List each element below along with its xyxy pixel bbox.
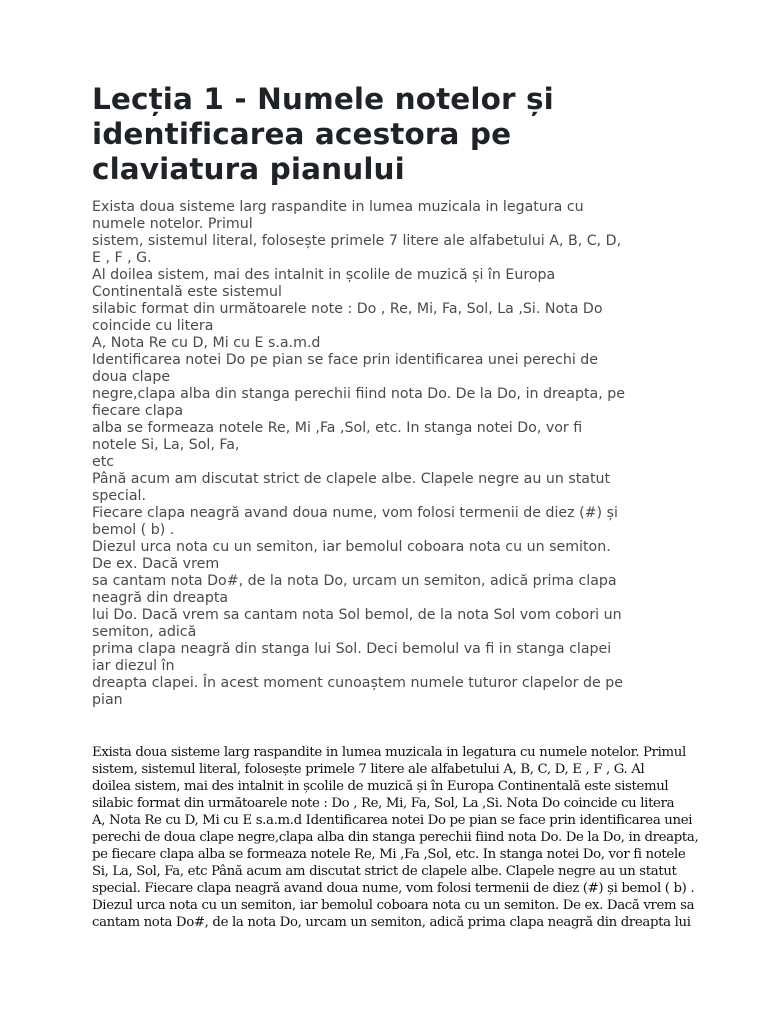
text-line: negre,clapa alba din stanga perechii fiind nota Do. De la Do, in dreapta, pe: [92, 386, 625, 402]
text-line: Diezul urca nota cu un semiton, iar bemolul coboara nota cu un semiton. De ex. Dacă vrem sa: [92, 898, 695, 913]
text-line: Identificarea notei Do pe pian se face prin identificarea unei perechi de: [92, 352, 599, 368]
text-line: doua clape: [92, 369, 171, 385]
text-line: neagră din dreapta: [92, 590, 229, 606]
text-line: alba se formeaza notele Re, Mi ,Fa ,Sol, etc. In stanga notei Do, vor fi: [92, 420, 583, 436]
text-line: Exista doua sisteme larg raspandite in lumea muzicala in legatura cu numele notelor. Primul: [92, 745, 686, 760]
text-line: dreapta clapei. În acest moment cunoaștem numele tuturor clapelor de pe: [92, 675, 623, 691]
text-line: pian: [92, 692, 123, 708]
text-line: Fiecare clapa neagră avand doua nume, vom folosi termenii de diez (#) și: [92, 505, 618, 521]
text-line: prima clapa neagră din stanga lui Sol. Deci bemolul va fi in stanga clapei: [92, 641, 612, 657]
text-line: special. Fiecare clapa neagră avand doua nume, vom folosi termenii de diez (#) și bemol ( b) .: [92, 881, 695, 896]
text-line: A, Nota Re cu D, Mi cu E s.a.m.d: [92, 335, 321, 351]
text-line: semiton, adică: [92, 624, 197, 640]
title-line: claviatura pianului: [92, 152, 405, 186]
text-line: silabic format din următoarele note : Do , Re, Mi, Fa, Sol, La ,Si. Nota Do: [92, 301, 603, 317]
text-line: iar diezul în: [92, 658, 175, 674]
text-line: coincide cu litera: [92, 318, 214, 334]
lesson-body-sans: [92, 199, 688, 709]
text-line: special.: [92, 488, 147, 504]
text-line: sistem, sistemul literal, folosește primele 7 litere ale alfabetului A, B, C, D,: [92, 233, 622, 249]
text-line: notele Si, La, Sol, Fa,: [92, 437, 240, 453]
text-line: bemol ( b) .: [92, 522, 175, 538]
text-line: sistem, sistemul literal, folosește primele 7 litere ale alfabetului A, B, C, D, E , F , G. Al: [92, 762, 645, 777]
text-line: cantam nota Do#, de la nota Do, urcam un semiton, adică prima clapa neagră din dreapta lui: [92, 915, 691, 930]
text-line: lui Do. Dacă vrem sa cantam nota Sol bemol, de la nota Sol vom cobori un: [92, 607, 622, 623]
text-line: A, Nota Re cu D, Mi cu E s.a.m.d Identificarea notei Do pe pian se face prin identificarea unei: [92, 813, 693, 828]
text-line: doilea sistem, mai des intalnit in școlile de muzică și în Europa Continentală este sistemul: [92, 779, 669, 794]
text-line: Exista doua sisteme larg raspandite in lumea muzicala in legatura cu: [92, 199, 584, 215]
text-line: Continentală este sistemul: [92, 284, 282, 300]
text-line: Al doilea sistem, mai des intalnit in școlile de muzică și în Europa: [92, 267, 556, 283]
document-page: [92, 82, 688, 709]
title-line: identificarea acestora pe: [92, 117, 512, 151]
text-line: sa cantam nota Do#, de la nota Do, urcam un semiton, adică prima clapa: [92, 573, 617, 589]
text-line: Diezul urca nota cu un semiton, iar bemolul coboara nota cu un semiton.: [92, 539, 611, 555]
text-line: silabic format din următoarele note : Do , Re, Mi, Fa, Sol, La ,Si. Nota Do coincide cu litera: [92, 796, 675, 811]
text-line: etc: [92, 454, 115, 470]
text-line: numele notelor. Primul: [92, 216, 253, 232]
lesson-title: [92, 82, 688, 187]
text-line: Si, La, Sol, Fa, etc Până acum am discutat strict de clapele albe. Clapele negre au un statut: [92, 864, 677, 879]
title-line: Lecția 1 - Numele notelor și: [92, 82, 554, 116]
text-line: perechi de doua clape negre,clapa alba din stanga perechii fiind nota Do. De la Do, in dreapta,: [92, 830, 699, 845]
lesson-body-serif: [92, 744, 699, 931]
text-line: De ex. Dacă vrem: [92, 556, 220, 572]
text-line: pe fiecare clapa alba se formeaza notele Re, Mi ,Fa ,Sol, etc. In stanga notei Do, vor fi notele: [92, 847, 686, 862]
text-line: Până acum am discutat strict de clapele albe. Clapele negre au un statut: [92, 471, 611, 487]
text-line: fiecare clapa: [92, 403, 184, 419]
text-line: E , F , G.: [92, 250, 152, 266]
